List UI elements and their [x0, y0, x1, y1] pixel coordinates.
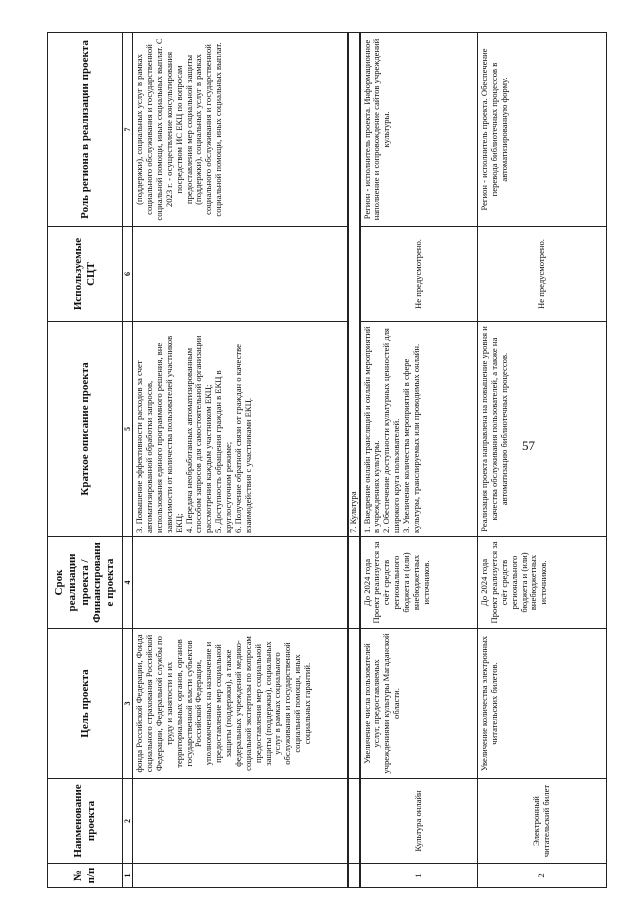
header-name: Наименование проекта [48, 779, 123, 864]
row-sct: Не предусмотрено. [360, 227, 478, 322]
continued-goal: фонда Российской Федерации, Фонда социального страхования Российской Федерации, Федеральной службы по труду и занятости и их территориальных органов, органов государственной власти субъектов Российской Федерации, уполномоченных на назначение и предоставление мер социальной защиты (поддержки), а также федеральных учреждений медико-социальной экспертизы по вопросам предоставления мер социальной защиты (поддержки), социальных услуг в рамках социального обслуживания и государственной социальной помощи, иных социальных гарантий. [133, 629, 348, 779]
table-row [478, 33, 607, 888]
description-line: Реализация проекта направлена на повышение уровня и качества обслуживания пользователей, а также на автоматизацию библиотечных процессов. [479, 326, 509, 532]
page-number: 57 [522, 438, 535, 453]
section-title: 7. Культура [348, 33, 360, 537]
column-number: 4 [123, 537, 133, 629]
header-description: Краткое описание проекта [48, 322, 123, 537]
section-cell-term [348, 537, 360, 629]
description-line: 6. Получение обратной связи от граждан о качестве взаимодействия с участниками ЕКЦ. [232, 344, 253, 533]
row-role: Регион - исполнитель проекта. Обеспечение перевода библиотечных процессов в автоматизированную форму. [478, 33, 607, 227]
row-description [360, 322, 478, 537]
section-cell-goal [348, 629, 360, 779]
continued-num [133, 864, 348, 888]
row-term: До 2024 года [479, 558, 490, 607]
description-line: 3. Увеличение количества мероприятий в сфере культуры, транслируемых или проводимых онлайн. [401, 343, 421, 533]
row-term: До 2024 года [361, 558, 372, 607]
description-line: 2. Обеспечение доступности культурных ценностей для широкого круга пользователей. [381, 328, 402, 533]
header-goal: Цель проекта [48, 629, 123, 779]
column-numbers-row [123, 33, 133, 888]
row-term-finance [478, 537, 607, 629]
description-line: 4. Передача необработанных автоматизированным способом запросов для самостоятельной организации рассмотрения каждым участником ЕКЦ; [183, 335, 214, 533]
column-number: 3 [123, 629, 133, 779]
projects-table [47, 32, 607, 888]
row-role: Регион - исполнитель проекта. Информационное наполнение и сопровождение сайтов учреждений культуры. [360, 33, 478, 227]
column-number: 2 [123, 779, 133, 864]
continued-sct [133, 227, 348, 322]
header-num: № п/п [48, 864, 123, 888]
row-name: Электронный читательский билет [478, 779, 607, 864]
section-cell-num [348, 864, 360, 888]
row-num: 1 [360, 864, 478, 888]
section-cell-name [348, 779, 360, 864]
header-sct: Используемые СЦТ [48, 227, 123, 322]
column-number: 5 [123, 322, 133, 537]
row-finance: Проект реализуется за счёт средств регионального бюджета и (или) внебюджетных источников. [488, 541, 549, 624]
continued-row [133, 33, 348, 888]
row-num: 2 [478, 864, 607, 888]
header-term: Срок реализации проекта / Финансирование проекта [48, 537, 123, 629]
row-term-finance [360, 537, 478, 629]
section-row [348, 33, 360, 888]
continued-role: (поддержки), социальных услуг в рамках социального обслуживания и государственной социальной помощи, иных социальных выплат. С 2023 г. - осуществление консультирования посредством ИС ЕКЦ по вопросам предоставления мер социальной защиты (поддержки), социальных услуг в рамках социального обслуживания и государственной социальной помощи, иных социальных выплат. [133, 33, 348, 227]
row-finance: Проект реализуется за счёт средств регионального бюджета и (или) внебюджетных источников. [371, 541, 431, 624]
rotated-table-container [47, 33, 607, 888]
row-name: Культура онлайн [360, 779, 478, 864]
row-goal: Увеличение количества электронных читательских билетов. [478, 629, 607, 779]
column-number: 7 [123, 33, 133, 227]
description-line: 5. Доступность обращения граждан в ЕКЦ в круглосуточном режиме; [213, 370, 234, 533]
column-number: 1 [123, 864, 133, 888]
table-row [360, 33, 478, 888]
continued-name [133, 779, 348, 864]
description-line: 3. Повышение эффективности расходов за счет автоматизированной обработки запросов, использования единого программного решения, вне зависимости от количества пользователей участников ЕКЦ; [134, 335, 184, 533]
description-line: 1. Внедрение онлайн трансляций и онлайн мероприятий в учреждениях культуры. [361, 326, 382, 533]
header-row [48, 33, 123, 888]
header-role: Роль региона в реализации проекта [48, 33, 123, 227]
row-description [478, 322, 607, 537]
continued-term [133, 537, 348, 629]
row-sct: Не предусмотрено. [478, 227, 607, 322]
continued-description [133, 322, 348, 537]
row-goal: Увеличение числа пользователей услуг, предоставляемых учреждениями культуры Магаданской области. [360, 629, 478, 779]
column-number: 6 [123, 227, 133, 322]
